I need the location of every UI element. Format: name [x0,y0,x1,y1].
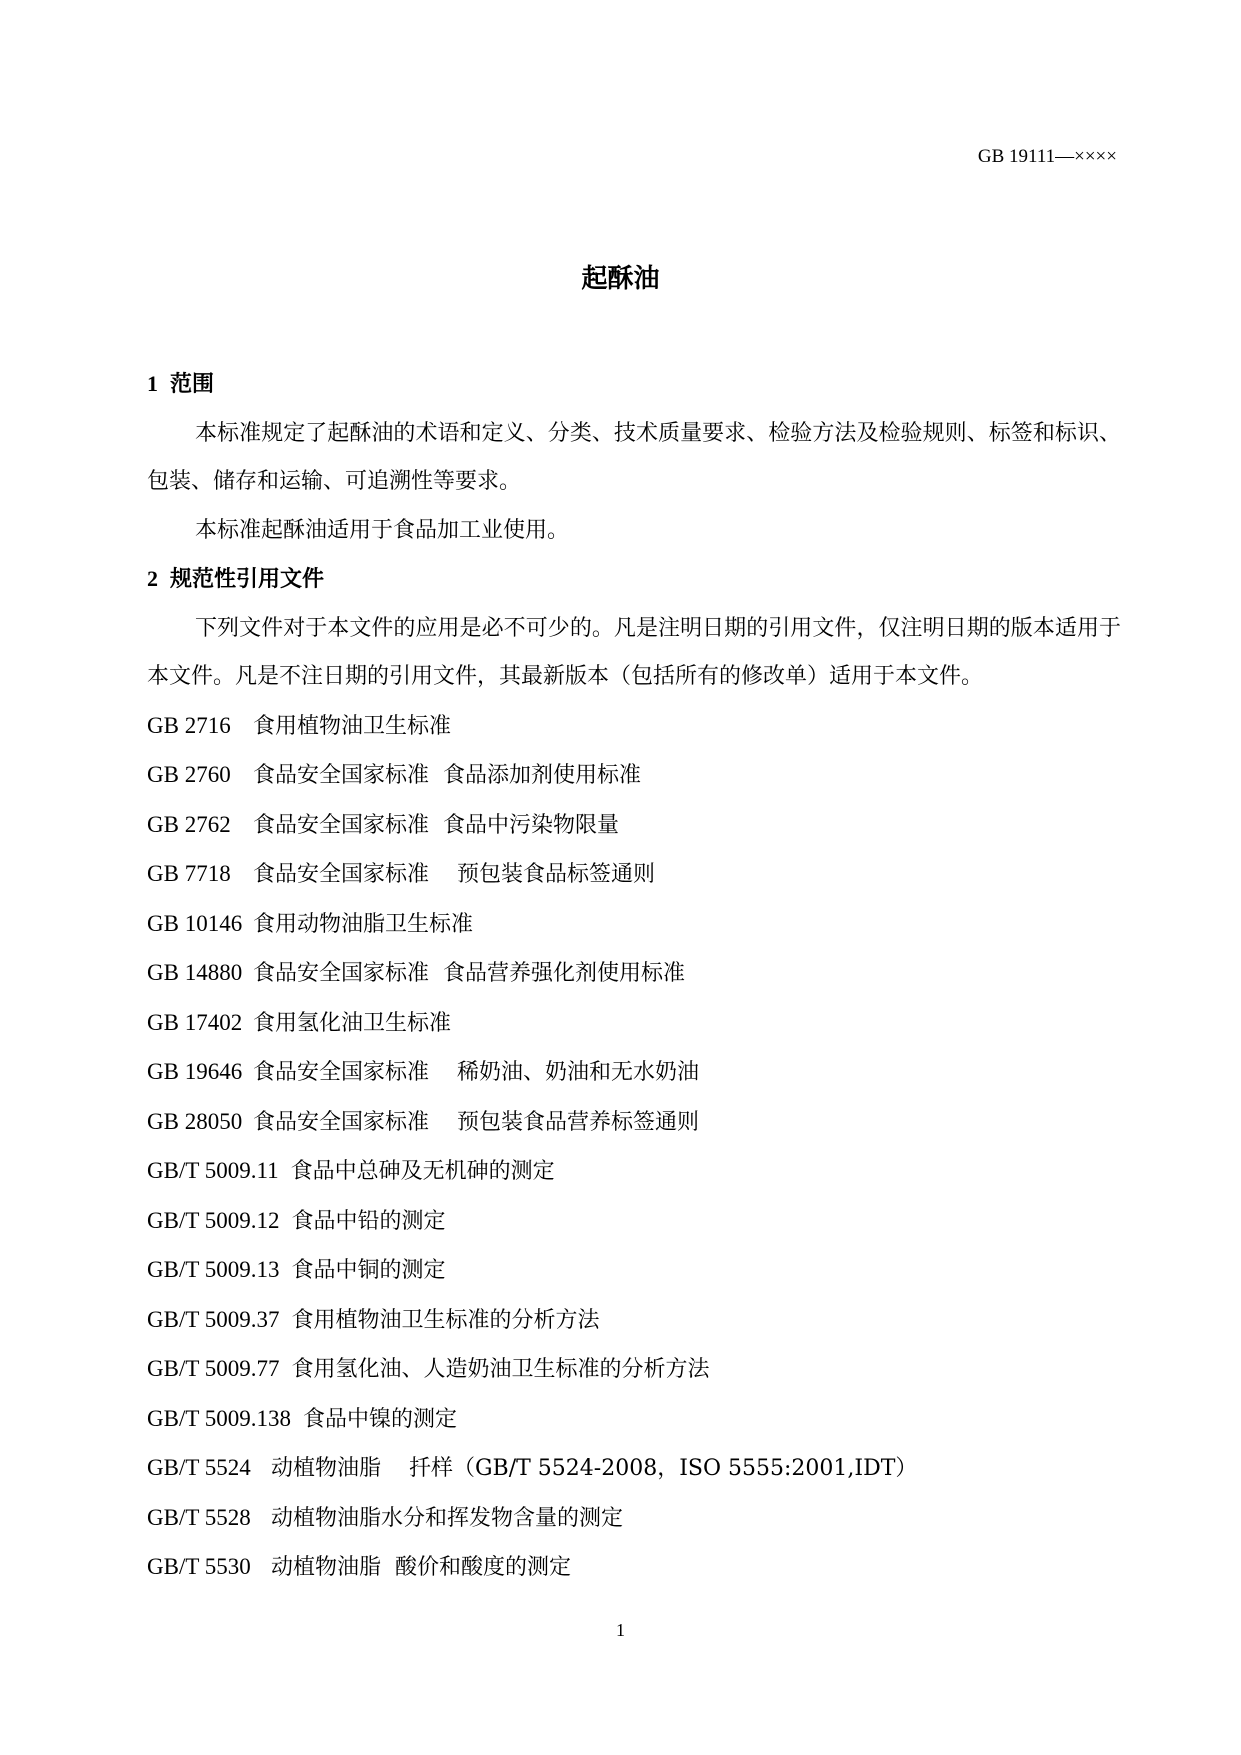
reference-name: 食用植物油卫生标准 [253,713,452,739]
reference-name: 食品安全国家标准 预包装食品标签通则 [253,862,655,887]
reference-code: GB 17402 [147,1009,243,1035]
reference-name: 食品安全国家标准 预包装食品营养标签通则 [253,1109,699,1135]
reference-name: 食品中镍的测定 [302,1406,457,1432]
reference-name: 食品安全国家标准 食品营养强化剂使用标准 [253,961,685,986]
reference-name: 食用氢化油卫生标准 [253,1010,452,1036]
reference-item [147,1296,1121,1346]
reference-code: GB 10146 [147,910,243,936]
reference-code: GB/T 5009.13 [147,1257,280,1282]
reference-item [147,702,1121,752]
reference-code: GB/T 5530 [147,1554,251,1579]
page-number: 1 [616,1620,625,1640]
reference-item [147,1098,1121,1148]
reference-code: GB 7718 [147,861,231,886]
reference-code: GB/T 5524 [147,1455,251,1480]
reference-code: GB 28050 [147,1108,243,1134]
reference-name: 食品安全国家标准 稀奶油、奶油和无水奶油 [253,1060,699,1085]
reference-name: 食用氢化油、人造奶油卫生标准的分析方法 [291,1357,710,1382]
standard-code: GB 19111—×××× [977,146,1117,167]
reference-code: GB 2716 [147,712,231,738]
reference-code: GB 19646 [147,1059,243,1084]
reference-item [147,751,1121,801]
reference-item [147,801,1121,851]
reference-code: GB/T 5009.77 [147,1356,280,1381]
reference-name: 食用植物油卫生标准的分析方法 [291,1307,600,1333]
document-title: 起酥油 [581,264,660,294]
reference-code: GB 14880 [147,960,243,985]
document-body [147,360,1121,1593]
reference-item [147,1494,1121,1544]
reference-item [147,1444,1121,1494]
reference-code: GB 2760 [147,762,231,787]
reference-item [147,999,1121,1049]
reference-name: 食品安全国家标准 食品添加剂使用标准 [253,763,641,788]
reference-item [147,1345,1121,1395]
reference-code: GB/T 5009.11 [147,1158,279,1183]
reference-code: GB 2762 [147,811,231,837]
section-1-paragraph-2: 本标准起酥油适用于食品加工业使用。 [195,517,570,543]
reference-code: GB/T 5009.138 [147,1405,291,1431]
reference-item [147,1395,1121,1445]
reference-name: 食用动物油脂卫生标准 [253,911,474,937]
reference-code: GB/T 5528 [147,1504,251,1530]
section-number: 1 [147,371,158,396]
reference-item [147,1246,1121,1296]
reference-code: GB/T 5009.37 [147,1306,280,1332]
reference-name: 食品中总砷及无机砷的测定 [290,1159,555,1184]
reference-name: 动植物油脂水分和挥发物含量的测定 [271,1505,624,1531]
reference-item [147,1543,1121,1593]
reference-item [147,1048,1121,1098]
reference-name: 动植物油脂 扦样（GB/T 5524-2008，ISO 5555:2001,IDT） [271,1456,918,1481]
reference-item [147,1197,1121,1247]
section-2-heading [147,555,1121,605]
reference-name: 食品安全国家标准 食品中污染物限量 [253,812,619,838]
reference-item [147,850,1121,900]
reference-name: 动植物油脂 酸价和酸度的测定 [271,1555,571,1580]
section-title: 规范性引用文件 [170,567,325,592]
reference-item [147,949,1121,999]
section-1-paragraph-1: 本标准规定了起酥油的术语和定义、分类、技术质量要求、检验方法及检验规则、标签和标识、包装、储存和运输、可追溯性等要求。 [147,420,1121,494]
reference-list [147,702,1121,1593]
section-1-heading [147,360,1121,410]
section-title: 范围 [170,372,215,397]
section-2-paragraph-1: 下列文件对于本文件的应用是必不可少的。凡是注明日期的引用文件，仅注明日期的版本适用于本文件。凡是不注日期的引用文件，其最新版本（包括所有的修改单）适用于本文件。 [147,615,1121,689]
reference-item [147,900,1121,950]
reference-name: 食品中铅的测定 [291,1208,446,1234]
reference-name: 食品中铜的测定 [291,1258,446,1283]
section-number: 2 [147,566,158,591]
reference-code: GB/T 5009.12 [147,1207,280,1233]
reference-item [147,1147,1121,1197]
